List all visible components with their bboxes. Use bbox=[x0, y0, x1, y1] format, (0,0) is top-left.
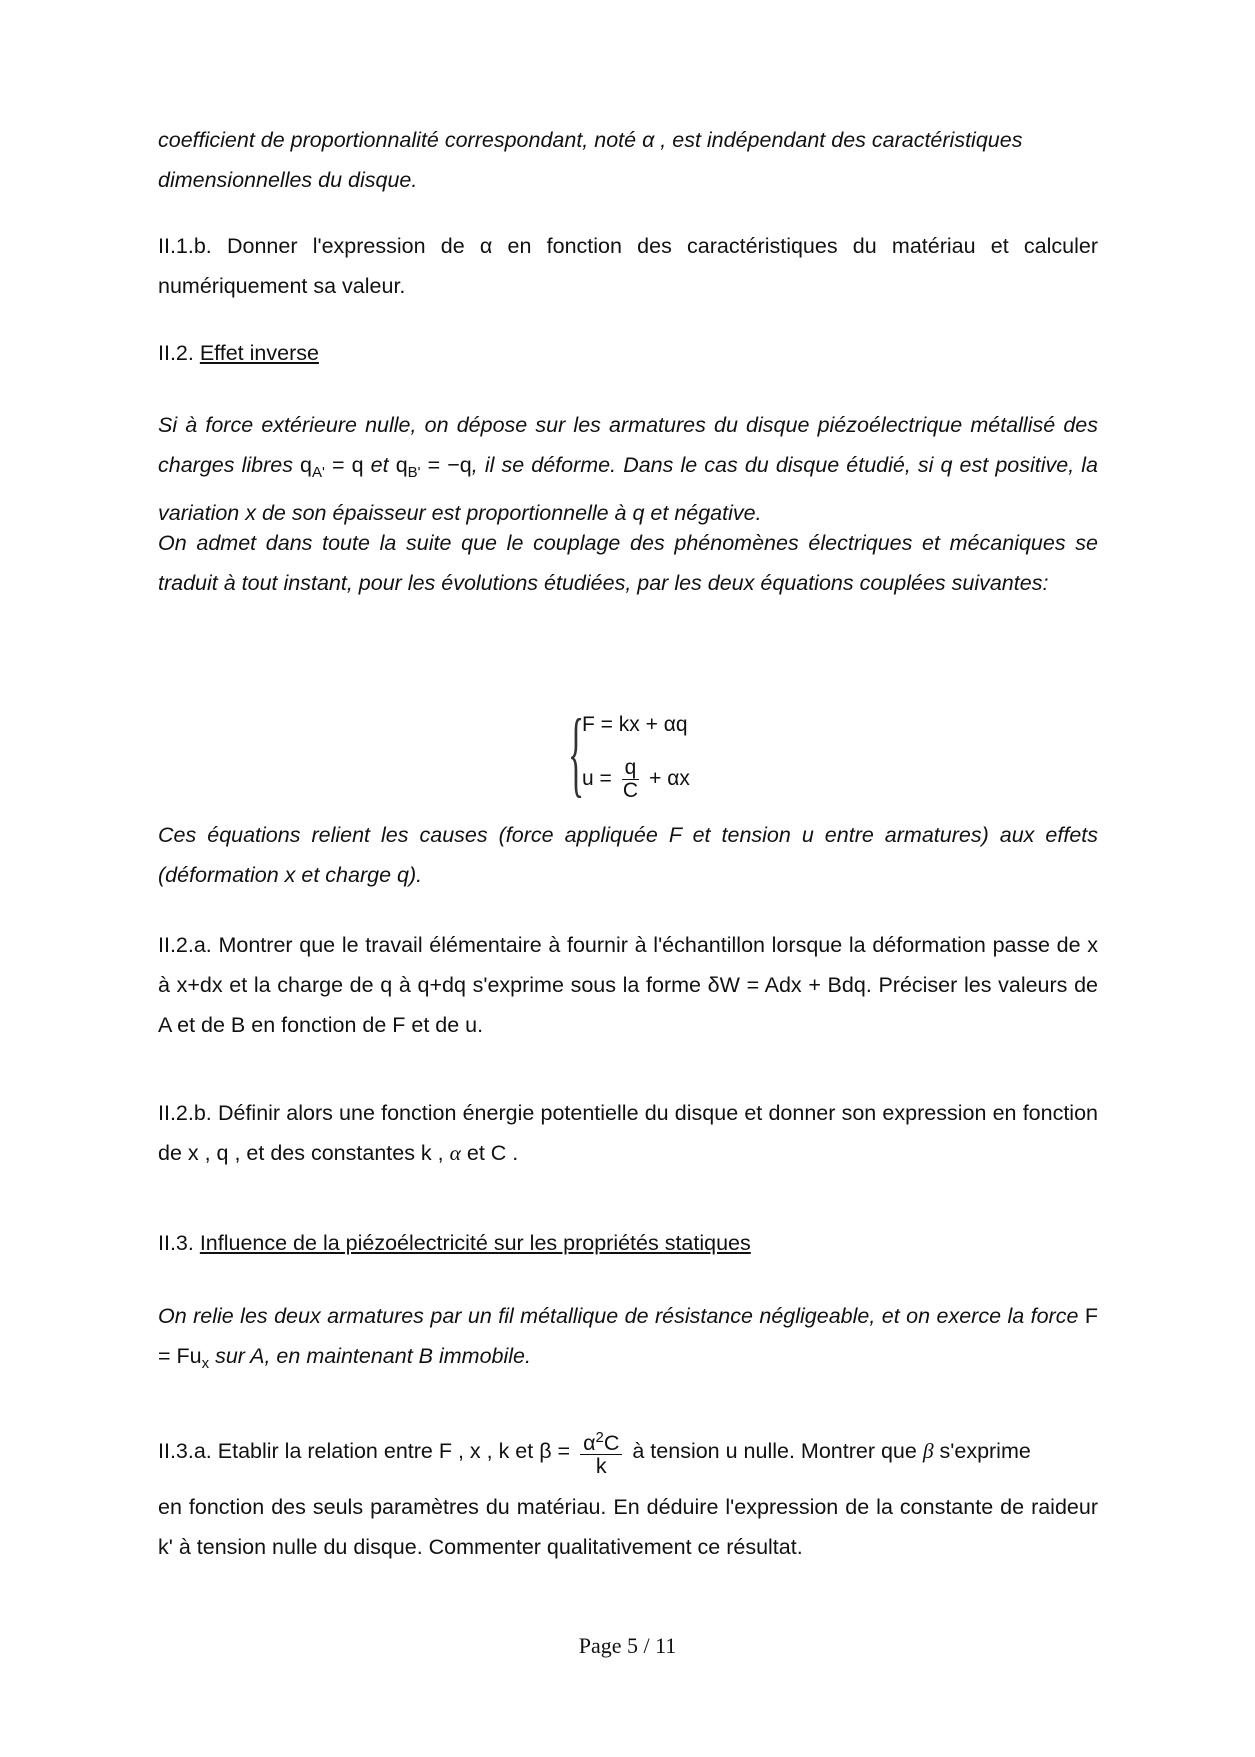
text-run: et bbox=[363, 453, 396, 477]
alpha: α bbox=[583, 1431, 596, 1456]
math-work: δW = Adx + Bdq bbox=[707, 973, 866, 997]
question-II2b bbox=[158, 1093, 1098, 1173]
equation-2-lhs: u = bbox=[582, 767, 612, 791]
page-number: Page 5 / 11 bbox=[578, 1633, 677, 1658]
text-run: sur A, en maintenant B immobile. bbox=[209, 1344, 531, 1368]
equation-1: F = kx + αq bbox=[582, 713, 688, 736]
math-eq: = −q bbox=[420, 453, 472, 477]
intro-line-1: coefficient de proportionnalité correspondant, noté α , est indépendant des caractéristiques bbox=[158, 128, 1023, 152]
math-sub: A' bbox=[312, 464, 325, 481]
inverse-effect-paragraph-1 bbox=[158, 405, 1098, 533]
fraction-numerator: q bbox=[622, 757, 640, 780]
question-II2a bbox=[158, 925, 1098, 1045]
text-run: II.2.b. Définir alors une fonction énergie potentielle du disque et donner son expression en fonction de x , q , et des constantes k , bbox=[158, 1101, 1098, 1165]
text-run: , il se déforme. Dans le cas du disque étudié, si q est positive, la variation x de son épaisseur est proportionnelle à q et négative. bbox=[158, 453, 1099, 525]
text-run: . Préciser les valeurs de A et de B en fonction de F et de u. bbox=[158, 973, 1098, 1037]
math-eq: = q bbox=[324, 453, 364, 477]
question-II1b: II.1.b. Donner l'expression de α en fonction des caractéristiques du matériau et calculer numériquement sa valeur. bbox=[158, 234, 1098, 298]
intro-paragraph bbox=[158, 120, 1098, 200]
math-sub: B' bbox=[407, 464, 421, 481]
fraction-denominator: C bbox=[622, 779, 639, 802]
equation-2-rhs: + αx bbox=[649, 767, 690, 791]
inverse-effect-paragraph-2: On admet dans toute la suite que le couplage des phénomènes électriques et mécaniques se traduit à tout instant, pour les évolutions étudiées, par les deux équations couplées suivantes: bbox=[158, 531, 1098, 595]
section-title: Effet inverse bbox=[199, 341, 319, 365]
math-force-vector: F = Fu bbox=[158, 1304, 1098, 1368]
section-number: II.3. bbox=[158, 1231, 200, 1255]
text-run: II.2.a. Montrer que le travail élémentaire à fournir à l'échantillon lorsque la déformation passe de x à x+dx et la charge de q à q+dq s'exprime sous la forme bbox=[158, 933, 1098, 997]
coupled-equations bbox=[568, 699, 748, 815]
intro-line-2: dimensionnelles du disque. bbox=[158, 168, 418, 192]
static-paragraph bbox=[158, 1296, 1098, 1384]
text-run: s'exprime bbox=[933, 1439, 1031, 1463]
text-run: à tension u nulle. Montrer que bbox=[632, 1439, 923, 1463]
fraction-beta bbox=[580, 1427, 622, 1477]
brace: { bbox=[568, 699, 585, 806]
inverse-effect-paragraph-3: Ces équations relient les causes (force appliquée F et tension u entre armatures) aux effets (déformation x et charge q). bbox=[158, 823, 1098, 887]
math-alpha: α bbox=[449, 1141, 461, 1165]
text-run: On relie les deux armatures par un fil métallique de résistance négligeable, et on exerce la force bbox=[158, 1304, 1085, 1328]
section-number: II.2. bbox=[158, 341, 200, 365]
math-sub: x bbox=[201, 1355, 210, 1372]
exponent: 2 bbox=[595, 1429, 604, 1447]
section-II2-heading bbox=[158, 333, 1098, 373]
question-II3a-rest: en fonction des seuls paramètres du matériau. En déduire l'expression de la constante de raideur k' à tension nulle du disque. Commenter qualitativement ce résultat. bbox=[158, 1495, 1098, 1559]
fraction-q-over-C bbox=[622, 757, 640, 802]
question-II3a bbox=[158, 1421, 1098, 1567]
text-run: Si à force extérieure nulle, on dépose sur les armatures du disque piézoélectrique métallisé des charges libres bbox=[158, 413, 1098, 477]
math-qA: q bbox=[300, 453, 313, 477]
fraction-denominator: k bbox=[595, 1454, 607, 1479]
math-beta: β bbox=[922, 1439, 934, 1463]
section-II3-heading bbox=[158, 1223, 1098, 1263]
text-run: II.3.a. Etablir la relation entre F , x , k et β = bbox=[158, 1439, 571, 1463]
capacitance: C bbox=[603, 1431, 620, 1456]
section-title: Influence de la piézoélectricité sur les propriétés statiques bbox=[199, 1231, 751, 1255]
math-qB: q bbox=[395, 453, 408, 477]
fraction-numerator bbox=[580, 1427, 622, 1455]
text-run: et C . bbox=[460, 1141, 519, 1165]
equation-2 bbox=[582, 757, 690, 817]
question-II3a-line-1 bbox=[158, 1421, 1098, 1481]
